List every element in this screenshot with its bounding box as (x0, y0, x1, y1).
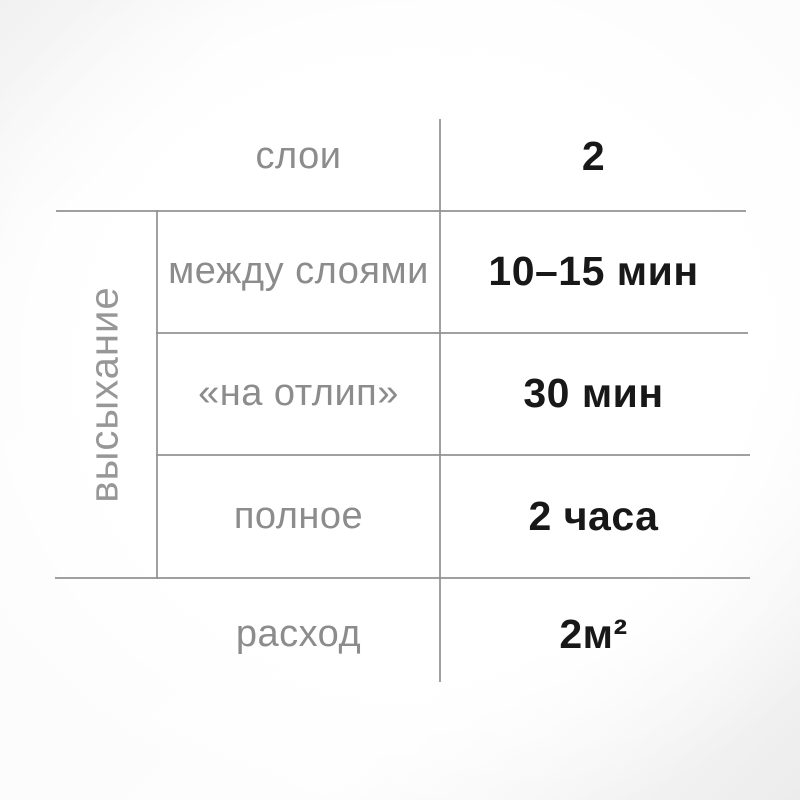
drying-group-label: высыхание (83, 286, 128, 503)
row-value: 30 мин (523, 370, 664, 416)
row-label: «на отлип» (198, 372, 399, 414)
row-value: 2 часа (528, 492, 659, 539)
row-value: 2 (581, 133, 606, 179)
row-label: между слоями (168, 250, 429, 292)
table-row-group (55, 211, 156, 578)
row-label: полное (233, 494, 364, 537)
row-label: слои (255, 135, 342, 177)
row-label: расход (235, 612, 362, 655)
row-value: 2м² (559, 610, 628, 657)
row-value: 10–15 мин (488, 248, 699, 294)
